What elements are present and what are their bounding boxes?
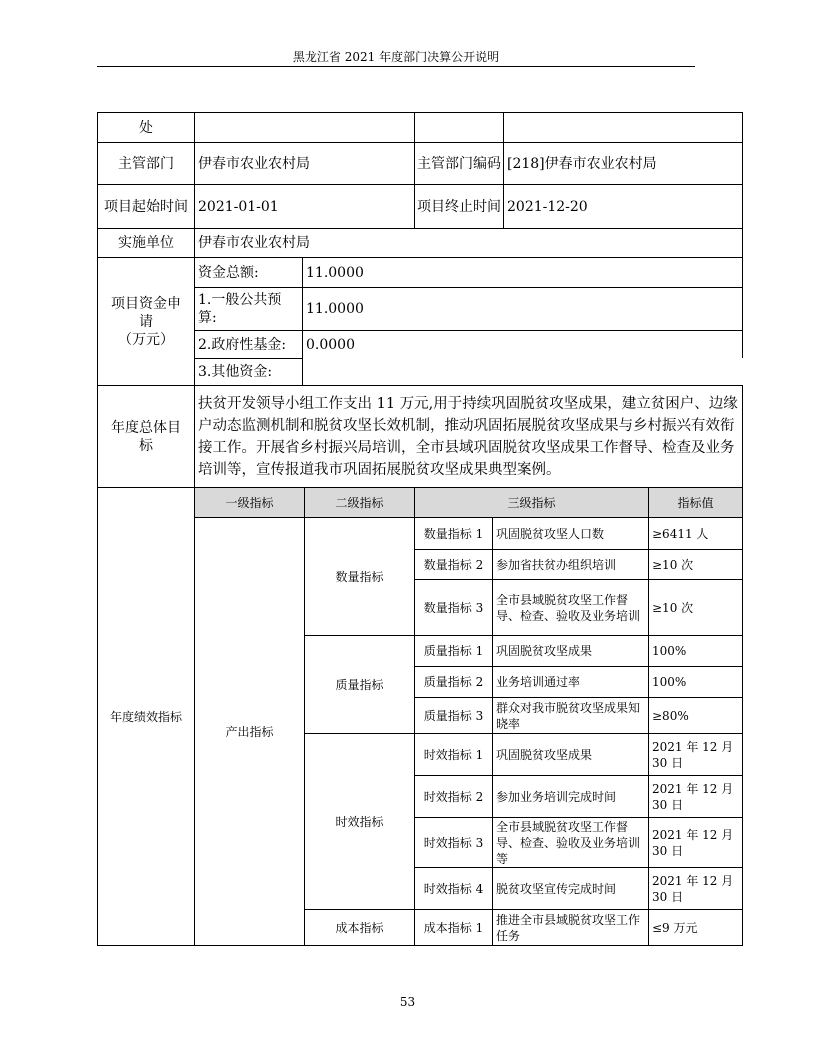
indicator-name: 全市县域脱贫攻坚工作督导、检查、验收及业务培训 bbox=[492, 579, 648, 635]
indicator-code: 质量指标 3 bbox=[414, 697, 492, 733]
funds-other-label: 3.其他资金: bbox=[194, 358, 302, 385]
indicator-name: 参加省扶贫办组织培训 bbox=[492, 549, 648, 579]
indicator-name: 脱贫攻坚宣传完成时间 bbox=[492, 867, 648, 909]
funds-total-label: 资金总额: bbox=[194, 257, 302, 287]
annual-goal-label: 年度总体目标 bbox=[97, 385, 194, 487]
row0-value2 bbox=[503, 112, 743, 142]
dept-code-value: [218]伊春市农业农村局 bbox=[503, 142, 743, 184]
header-value: 指标值 bbox=[648, 487, 743, 517]
funds-general-value: 11.0000 bbox=[302, 287, 743, 330]
indicator-name: 巩固脱贫攻坚成果 bbox=[492, 635, 648, 666]
funds-label: 项目资金申请 （万元） bbox=[97, 257, 194, 385]
indicator-code: 时效指标 3 bbox=[414, 817, 492, 867]
annual-goal-text: 扶贫开发领导小组工作支出 11 万元,用于持续巩固脱贫攻坚成果，建立贫困户、边缘户动态监测机制和脱贫攻坚长效机制，推动巩固拓展脱贫攻坚成果与乡村振兴有效衔接工作。开展省乡村振兴局培训，全市县域巩固脱贫攻坚成果工作督导、检查及业务培训等，宣传报道我市巩固拓展脱贫攻坚成果典型案例。 bbox=[194, 385, 743, 487]
indicator-name: 推进全市县域脱贫攻坚工作任务 bbox=[492, 909, 648, 946]
indicator-value: ≥10 次 bbox=[648, 579, 743, 635]
funds-gov-label: 2.政府性基金: bbox=[194, 330, 302, 358]
level2-quantity: 数量指标 bbox=[304, 517, 414, 635]
indicator-name: 群众对我市脱贫攻坚成果知晓率 bbox=[492, 697, 648, 733]
indicator-name: 参加业务培训完成时间 bbox=[492, 775, 648, 817]
indicator-code: 质量指标 1 bbox=[414, 635, 492, 666]
indicator-code: 数量指标 2 bbox=[414, 549, 492, 579]
indicator-value: 2021 年 12 月 30 日 bbox=[648, 867, 743, 909]
start-date-value: 2021-01-01 bbox=[194, 184, 414, 228]
row0-value bbox=[194, 112, 414, 142]
indicator-name: 业务培训通过率 bbox=[492, 666, 648, 697]
level1-output-indicator: 产出指标 bbox=[194, 517, 304, 946]
indicator-code: 时效指标 2 bbox=[414, 775, 492, 817]
indicator-name: 巩固脱贫攻坚成果 bbox=[492, 733, 648, 775]
row0-label: 处 bbox=[97, 112, 194, 142]
indicator-code: 质量指标 2 bbox=[414, 666, 492, 697]
indicator-name: 全市县域脱贫攻坚工作督导、检查、验收及业务培训等 bbox=[492, 817, 648, 867]
dept-code-label: 主管部门编码 bbox=[414, 142, 503, 184]
indicator-value: 2021 年 12 月 30 日 bbox=[648, 733, 743, 775]
indicator-name: 巩固脱贫攻坚人口数 bbox=[492, 517, 648, 549]
indicator-code: 时效指标 4 bbox=[414, 867, 492, 909]
indicator-value: ≥6411 人 bbox=[648, 517, 743, 549]
header-level2: 二级指标 bbox=[304, 487, 414, 517]
indicator-code: 成本指标 1 bbox=[414, 909, 492, 946]
header-level1: 一级指标 bbox=[194, 487, 304, 517]
row0-label2 bbox=[414, 112, 503, 142]
indicator-value: 100% bbox=[648, 635, 743, 666]
indicator-value: ≥10 次 bbox=[648, 549, 743, 579]
level2-timeliness: 时效指标 bbox=[304, 733, 414, 909]
end-date-label: 项目终止时间 bbox=[414, 184, 503, 228]
header-rule bbox=[97, 66, 695, 67]
page-header: 黑龙江省 2021 年度部门决算公开说明 bbox=[292, 50, 500, 64]
funds-gov-value: 0.0000 bbox=[302, 330, 743, 358]
indicator-code: 时效指标 1 bbox=[414, 733, 492, 775]
indicator-code: 数量指标 1 bbox=[414, 517, 492, 549]
level2-cost: 成本指标 bbox=[304, 909, 414, 946]
end-date-value: 2021-12-20 bbox=[503, 184, 743, 228]
level2-quality: 质量指标 bbox=[304, 635, 414, 733]
project-performance-table bbox=[97, 112, 743, 946]
header-level3: 三级指标 bbox=[414, 487, 648, 517]
implementing-unit-value: 伊春市农业农村局 bbox=[194, 228, 743, 257]
performance-indicators-label: 年度绩效指标 bbox=[97, 487, 194, 946]
indicator-value: ≤9 万元 bbox=[648, 909, 743, 946]
indicator-value: 2021 年 12 月 30 日 bbox=[648, 775, 743, 817]
funds-total-value: 11.0000 bbox=[302, 257, 743, 287]
indicator-value: 100% bbox=[648, 666, 743, 697]
indicator-value: ≥80% bbox=[648, 697, 743, 733]
competent-dept-label: 主管部门 bbox=[97, 142, 194, 184]
implementing-unit-label: 实施单位 bbox=[97, 228, 194, 257]
funds-general-label: 1.一般公共预算: bbox=[194, 287, 302, 330]
funds-other-divider bbox=[302, 358, 308, 385]
start-date-label: 项目起始时间 bbox=[97, 184, 194, 228]
indicator-code: 数量指标 3 bbox=[414, 579, 492, 635]
page-number: 53 bbox=[399, 995, 416, 1009]
competent-dept-value: 伊春市农业农村局 bbox=[194, 142, 414, 184]
indicator-value: 2021 年 12 月 30 日 bbox=[648, 817, 743, 867]
